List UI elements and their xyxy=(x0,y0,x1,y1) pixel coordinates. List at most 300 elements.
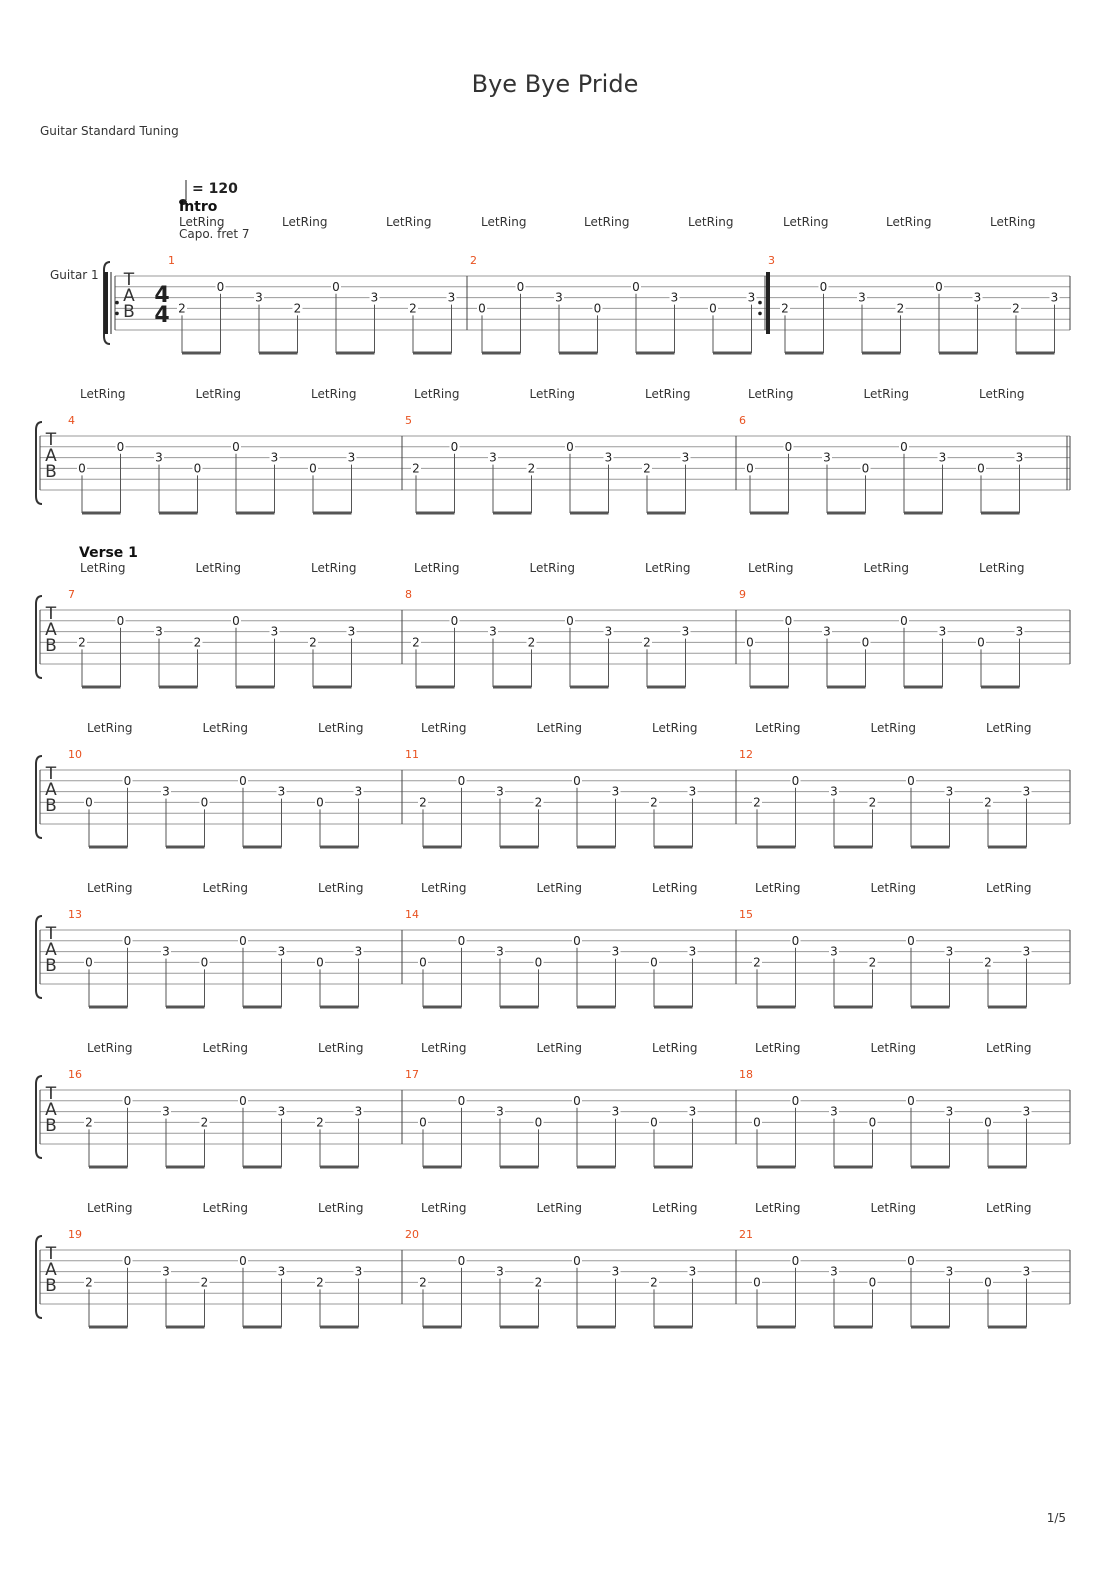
fret-number: 0 xyxy=(984,1275,992,1290)
measure-number: 9 xyxy=(739,588,746,601)
fret-number: 0 xyxy=(746,461,754,476)
fret-number: 3 xyxy=(823,450,831,465)
let-ring-label: LetRing xyxy=(870,1041,916,1055)
fret-number: 3 xyxy=(270,450,279,465)
fret-number: 0 xyxy=(232,613,240,628)
fret-number: 0 xyxy=(116,613,125,628)
section-label: Intro xyxy=(179,199,218,215)
let-ring-label: LetRing xyxy=(318,721,364,735)
fret-number: 2 xyxy=(753,955,761,970)
fret-number: 3 xyxy=(277,784,286,799)
system-bracket xyxy=(36,1076,42,1158)
let-ring-label: LetRing xyxy=(652,881,698,895)
tab-system xyxy=(36,881,1070,1007)
let-ring-label: LetRing xyxy=(87,881,133,895)
fret-number: 3 xyxy=(830,1264,838,1279)
fret-number: 2 xyxy=(409,301,417,316)
fret-number: 0 xyxy=(232,439,240,454)
fret-number: 3 xyxy=(162,1264,170,1279)
let-ring-label: LetRing xyxy=(755,1201,801,1215)
fret-number: 0 xyxy=(457,1093,466,1108)
tab-system xyxy=(36,1201,1070,1327)
fret-number: 3 xyxy=(1022,1264,1031,1279)
fret-number: 2 xyxy=(650,1275,658,1290)
measure-number: 4 xyxy=(68,414,75,427)
fret-number: 3 xyxy=(611,1104,620,1119)
tab-clef-letter: T xyxy=(45,764,57,784)
fret-number: 3 xyxy=(447,290,456,305)
let-ring-label: LetRing xyxy=(87,1201,133,1215)
fret-number: 0 xyxy=(450,613,459,628)
fret-number: 0 xyxy=(419,955,427,970)
let-ring-label: LetRing xyxy=(536,721,582,735)
system-bracket xyxy=(36,422,42,504)
let-ring-label: LetRing xyxy=(986,881,1032,895)
fret-number: 3 xyxy=(255,290,263,305)
fret-number: 3 xyxy=(823,624,831,639)
fret-number: 0 xyxy=(753,1115,761,1130)
fret-number: 2 xyxy=(419,795,427,810)
let-ring-label: LetRing xyxy=(986,1201,1032,1215)
song-title: Bye Bye Pride xyxy=(471,70,639,98)
fret-number: 3 xyxy=(354,1264,363,1279)
fret-number: 0 xyxy=(868,1115,877,1130)
fret-number: 3 xyxy=(945,1104,954,1119)
fret-number: 0 xyxy=(868,1275,877,1290)
fret-number: 0 xyxy=(116,439,125,454)
tuning-label: Guitar Standard Tuning xyxy=(40,124,179,138)
let-ring-label: LetRing xyxy=(645,387,691,401)
fret-number: 0 xyxy=(977,461,985,476)
fret-number: 2 xyxy=(193,635,202,650)
fret-number: 0 xyxy=(309,461,317,476)
let-ring-label: LetRing xyxy=(318,1041,364,1055)
let-ring-label: LetRing xyxy=(870,721,916,735)
let-ring-label: LetRing xyxy=(755,721,801,735)
fret-number: 0 xyxy=(123,773,132,788)
fret-number: 0 xyxy=(316,795,324,810)
fret-number: 2 xyxy=(896,301,905,316)
fret-number: 0 xyxy=(193,461,202,476)
fret-number: 0 xyxy=(85,795,93,810)
let-ring-label: LetRing xyxy=(529,387,575,401)
let-ring-label: LetRing xyxy=(536,1201,582,1215)
fret-number: 0 xyxy=(984,1115,992,1130)
let-ring-label: LetRing xyxy=(386,215,432,229)
measure-number: 7 xyxy=(68,588,75,601)
system-bracket xyxy=(36,596,42,678)
tab-clef-letter: B xyxy=(123,302,135,322)
measure-number: 3 xyxy=(768,254,775,267)
let-ring-label: LetRing xyxy=(481,215,527,229)
tab-system xyxy=(36,387,1070,513)
fret-number: 0 xyxy=(123,1093,132,1108)
fret-number: 2 xyxy=(781,301,789,316)
fret-number: 0 xyxy=(566,439,574,454)
tab-clef-letter: A xyxy=(45,940,57,960)
fret-number: 3 xyxy=(688,944,697,959)
measure-number: 16 xyxy=(68,1068,82,1081)
tab-system xyxy=(50,180,1070,353)
fret-number: 3 xyxy=(347,450,356,465)
fret-number: 0 xyxy=(573,933,581,948)
tab-clef-letter: B xyxy=(45,462,57,482)
let-ring-label: LetRing xyxy=(783,215,829,229)
repeat-dot xyxy=(115,312,119,316)
fret-number: 3 xyxy=(973,290,982,305)
fret-number: 3 xyxy=(496,944,504,959)
fret-number: 3 xyxy=(945,1264,954,1279)
let-ring-label: LetRing xyxy=(863,561,909,575)
fret-number: 3 xyxy=(1022,1104,1031,1119)
measure-number: 1 xyxy=(168,254,175,267)
fret-number: 0 xyxy=(200,955,209,970)
fret-number: 3 xyxy=(496,1264,504,1279)
fret-number: 0 xyxy=(457,1253,466,1268)
fret-number: 0 xyxy=(784,613,793,628)
fret-number: 3 xyxy=(945,784,954,799)
fret-number: 2 xyxy=(412,635,420,650)
fret-number: 0 xyxy=(709,301,717,316)
fret-number: 0 xyxy=(861,461,870,476)
tab-clef-letter: B xyxy=(45,956,57,976)
time-signature-top: 4 xyxy=(154,283,170,308)
instrument-label: Guitar 1 xyxy=(50,268,99,282)
let-ring-label: LetRing xyxy=(870,881,916,895)
fret-number: 3 xyxy=(489,624,497,639)
fret-number: 2 xyxy=(984,955,992,970)
fret-number: 0 xyxy=(907,773,915,788)
repeat-start-thick xyxy=(104,272,108,334)
fret-number: 2 xyxy=(534,795,543,810)
let-ring-label: LetRing xyxy=(886,215,932,229)
fret-number: 2 xyxy=(309,635,317,650)
let-ring-label: LetRing xyxy=(979,387,1025,401)
tab-clef-letter: A xyxy=(45,1260,57,1280)
fret-number: 3 xyxy=(688,784,697,799)
fret-number: 2 xyxy=(643,635,651,650)
fret-number: 0 xyxy=(457,933,466,948)
fret-number: 3 xyxy=(489,450,497,465)
let-ring-label: LetRing xyxy=(318,1201,364,1215)
fret-number: 2 xyxy=(78,635,86,650)
let-ring-label: LetRing xyxy=(990,215,1036,229)
fret-number: 0 xyxy=(819,279,828,294)
let-ring-label: LetRing xyxy=(421,1201,467,1215)
fret-number: 0 xyxy=(516,279,525,294)
page-number: 1/5 xyxy=(1046,1511,1066,1525)
measure-number: 8 xyxy=(405,588,412,601)
tab-system xyxy=(36,545,1070,687)
fret-number: 0 xyxy=(593,301,602,316)
fret-number: 2 xyxy=(200,1275,209,1290)
fret-number: 3 xyxy=(830,1104,838,1119)
fret-number: 3 xyxy=(604,450,613,465)
tab-clef-letter: A xyxy=(123,286,135,306)
let-ring-label: LetRing xyxy=(863,387,909,401)
fret-number: 3 xyxy=(938,624,947,639)
let-ring-label: LetRing xyxy=(282,215,328,229)
fret-number: 2 xyxy=(984,795,992,810)
measure-number: 10 xyxy=(68,748,82,761)
repeat-dot xyxy=(758,301,762,305)
fret-number: 3 xyxy=(277,1104,286,1119)
fret-number: 3 xyxy=(858,290,866,305)
fret-number: 2 xyxy=(868,795,877,810)
fret-number: 0 xyxy=(216,279,225,294)
fret-number: 3 xyxy=(370,290,379,305)
fret-number: 2 xyxy=(753,795,761,810)
system-bracket xyxy=(36,1236,42,1318)
let-ring-label: LetRing xyxy=(652,1041,698,1055)
fret-number: 3 xyxy=(1015,624,1024,639)
let-ring-label: LetRing xyxy=(179,215,225,229)
fret-number: 0 xyxy=(123,1253,132,1268)
time-signature-bottom: 4 xyxy=(154,303,170,328)
fret-number: 0 xyxy=(239,1253,247,1268)
let-ring-label: LetRing xyxy=(755,1041,801,1055)
fret-number: 3 xyxy=(347,624,356,639)
fret-number: 0 xyxy=(123,933,132,948)
tab-clef-letter: A xyxy=(45,1100,57,1120)
fret-number: 3 xyxy=(688,1264,697,1279)
fret-number: 0 xyxy=(239,773,247,788)
measure-number: 20 xyxy=(405,1228,419,1241)
section-label: Verse 1 xyxy=(79,545,138,561)
let-ring-label: LetRing xyxy=(311,561,357,575)
fret-number: 0 xyxy=(85,955,93,970)
let-ring-label: LetRing xyxy=(688,215,734,229)
fret-number: 2 xyxy=(200,1115,209,1130)
fret-number: 2 xyxy=(178,301,186,316)
fret-number: 0 xyxy=(791,933,800,948)
tab-clef-letter: T xyxy=(45,924,57,944)
fret-number: 3 xyxy=(1015,450,1024,465)
tab-clef-letter: B xyxy=(45,1116,57,1136)
fret-number: 2 xyxy=(316,1275,324,1290)
fret-number: 0 xyxy=(239,1093,247,1108)
fret-number: 2 xyxy=(527,461,536,476)
measure-number: 11 xyxy=(405,748,419,761)
fret-number: 2 xyxy=(643,461,651,476)
let-ring-label: LetRing xyxy=(748,561,794,575)
fret-number: 0 xyxy=(450,439,459,454)
system-bracket xyxy=(36,916,42,998)
fret-number: 0 xyxy=(534,955,543,970)
fret-number: 3 xyxy=(555,290,563,305)
let-ring-label: LetRing xyxy=(536,881,582,895)
measure-number: 18 xyxy=(739,1068,753,1081)
fret-number: 2 xyxy=(85,1275,93,1290)
fret-number: 0 xyxy=(573,773,581,788)
fret-number: 0 xyxy=(746,635,754,650)
fret-number: 0 xyxy=(907,1253,915,1268)
fret-number: 0 xyxy=(534,1115,543,1130)
fret-number: 0 xyxy=(650,955,658,970)
fret-number: 2 xyxy=(412,461,420,476)
measure-number: 19 xyxy=(68,1228,82,1241)
fret-number: 3 xyxy=(830,944,838,959)
fret-number: 0 xyxy=(239,933,247,948)
let-ring-label: LetRing xyxy=(80,561,126,575)
repeat-dot xyxy=(758,312,762,316)
tab-system xyxy=(36,721,1070,847)
let-ring-label: LetRing xyxy=(584,215,630,229)
fret-number: 3 xyxy=(354,784,363,799)
let-ring-label: LetRing xyxy=(87,721,133,735)
let-ring-label: LetRing xyxy=(986,721,1032,735)
tab-clef-letter: T xyxy=(123,270,135,290)
let-ring-label: LetRing xyxy=(195,387,241,401)
tab-system xyxy=(36,1041,1070,1167)
tab-clef-letter: T xyxy=(45,1084,57,1104)
fret-number: 0 xyxy=(457,773,466,788)
tab-clef-letter: B xyxy=(45,1276,57,1296)
fret-number: 3 xyxy=(830,784,838,799)
fret-number: 3 xyxy=(277,944,286,959)
fret-number: 3 xyxy=(354,1104,363,1119)
measure-number: 17 xyxy=(405,1068,419,1081)
fret-number: 3 xyxy=(611,944,620,959)
fret-number: 3 xyxy=(155,450,163,465)
fret-number: 0 xyxy=(478,301,486,316)
let-ring-label: LetRing xyxy=(318,881,364,895)
fret-number: 0 xyxy=(791,1253,800,1268)
let-ring-label: LetRing xyxy=(529,561,575,575)
fret-number: 3 xyxy=(155,624,163,639)
fret-number: 3 xyxy=(1022,784,1031,799)
tab-clef-letter: A xyxy=(45,780,57,800)
measure-number: 21 xyxy=(739,1228,753,1241)
fret-number: 0 xyxy=(791,773,800,788)
let-ring-label: LetRing xyxy=(755,881,801,895)
fret-number: 0 xyxy=(566,613,574,628)
fret-number: 0 xyxy=(650,1115,658,1130)
let-ring-label: LetRing xyxy=(414,387,460,401)
tab-clef-letter: T xyxy=(45,604,57,624)
let-ring-label: LetRing xyxy=(421,881,467,895)
let-ring-label: LetRing xyxy=(986,1041,1032,1055)
let-ring-label: LetRing xyxy=(748,387,794,401)
let-ring-label: LetRing xyxy=(870,1201,916,1215)
let-ring-label: LetRing xyxy=(645,561,691,575)
measure-number: 13 xyxy=(68,908,82,921)
let-ring-label: LetRing xyxy=(202,881,248,895)
fret-number: 3 xyxy=(688,1104,697,1119)
fret-number: 0 xyxy=(78,461,86,476)
fret-number: 3 xyxy=(162,1104,170,1119)
fret-number: 3 xyxy=(604,624,613,639)
fret-number: 3 xyxy=(1050,290,1059,305)
let-ring-label: LetRing xyxy=(536,1041,582,1055)
fret-number: 0 xyxy=(907,933,915,948)
fret-number: 0 xyxy=(977,635,985,650)
fret-number: 3 xyxy=(162,944,170,959)
measure-number: 5 xyxy=(405,414,412,427)
fret-number: 3 xyxy=(681,450,690,465)
fret-number: 0 xyxy=(200,795,209,810)
tab-clef-letter: B xyxy=(45,796,57,816)
let-ring-label: LetRing xyxy=(202,1041,248,1055)
tempo-marking: = 120 xyxy=(192,181,238,197)
fret-number: 0 xyxy=(861,635,870,650)
let-ring-label: LetRing xyxy=(414,561,460,575)
fret-number: 0 xyxy=(573,1253,581,1268)
fret-number: 2 xyxy=(650,795,658,810)
let-ring-label: LetRing xyxy=(311,387,357,401)
fret-number: 0 xyxy=(316,955,324,970)
measure-number: 2 xyxy=(470,254,477,267)
tab-clef-letter: B xyxy=(45,636,57,656)
fret-number: 0 xyxy=(332,279,340,294)
system-bracket xyxy=(36,756,42,838)
measure-number: 12 xyxy=(739,748,753,761)
fret-number: 2 xyxy=(534,1275,543,1290)
fret-number: 2 xyxy=(293,301,302,316)
let-ring-label: LetRing xyxy=(421,721,467,735)
let-ring-label: LetRing xyxy=(195,561,241,575)
repeat-end-thick xyxy=(766,272,770,334)
fret-number: 0 xyxy=(907,1093,915,1108)
let-ring-label: LetRing xyxy=(652,1201,698,1215)
fret-number: 3 xyxy=(496,784,504,799)
repeat-dot xyxy=(115,301,119,305)
measure-number: 6 xyxy=(739,414,746,427)
fret-number: 3 xyxy=(270,624,279,639)
fret-number: 2 xyxy=(868,955,877,970)
capo-label: Capo. fret 7 xyxy=(179,227,250,241)
fret-number: 3 xyxy=(611,784,620,799)
fret-number: 0 xyxy=(419,1115,427,1130)
tab-clef-letter: A xyxy=(45,620,57,640)
fret-number: 3 xyxy=(938,450,947,465)
fret-number: 3 xyxy=(681,624,690,639)
tab-clef-letter: T xyxy=(45,1244,57,1264)
fret-number: 3 xyxy=(945,944,954,959)
let-ring-label: LetRing xyxy=(421,1041,467,1055)
fret-number: 0 xyxy=(753,1275,761,1290)
measure-number: 14 xyxy=(405,908,419,921)
fret-number: 0 xyxy=(632,279,640,294)
fret-number: 3 xyxy=(747,290,756,305)
fret-number: 2 xyxy=(85,1115,93,1130)
measure-number: 15 xyxy=(739,908,753,921)
fret-number: 3 xyxy=(670,290,679,305)
fret-number: 3 xyxy=(496,1104,504,1119)
fret-number: 0 xyxy=(791,1093,800,1108)
fret-number: 0 xyxy=(900,613,908,628)
fret-number: 2 xyxy=(1012,301,1020,316)
fret-number: 3 xyxy=(611,1264,620,1279)
let-ring-label: LetRing xyxy=(979,561,1025,575)
fret-number: 0 xyxy=(784,439,793,454)
let-ring-label: LetRing xyxy=(202,721,248,735)
fret-number: 2 xyxy=(316,1115,324,1130)
tab-clef-letter: A xyxy=(45,446,57,466)
let-ring-label: LetRing xyxy=(202,1201,248,1215)
tab-clef-letter: T xyxy=(45,430,57,450)
let-ring-label: LetRing xyxy=(87,1041,133,1055)
fret-number: 2 xyxy=(527,635,536,650)
let-ring-label: LetRing xyxy=(652,721,698,735)
fret-number: 3 xyxy=(162,784,170,799)
fret-number: 3 xyxy=(354,944,363,959)
fret-number: 0 xyxy=(935,279,943,294)
fret-number: 2 xyxy=(419,1275,427,1290)
let-ring-label: LetRing xyxy=(80,387,126,401)
fret-number: 3 xyxy=(277,1264,286,1279)
fret-number: 0 xyxy=(900,439,908,454)
